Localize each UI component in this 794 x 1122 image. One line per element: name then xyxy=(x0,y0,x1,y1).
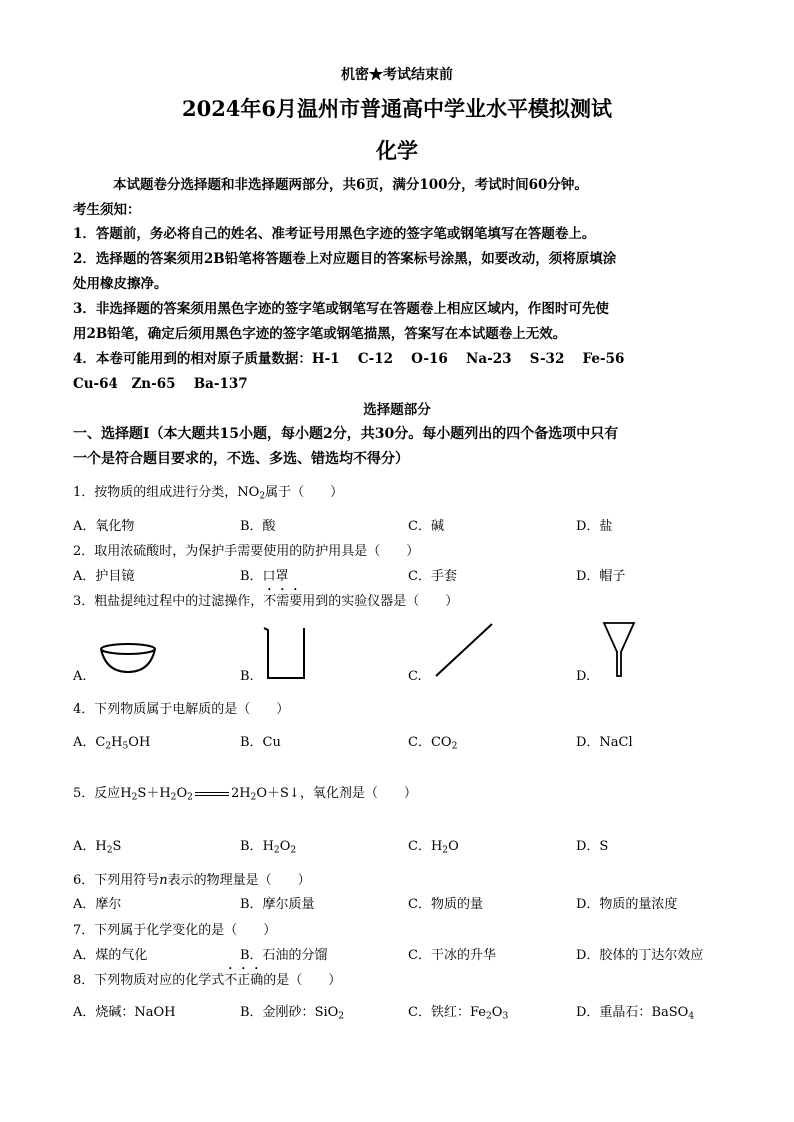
intro-text: 本试题卷分选择题和非选择题两部分，共6页，满分100分，考试时间60分钟。 xyxy=(113,177,588,193)
reaction-equation: $H_2S+H_2O_2$ $2H_2O+S↓$ xyxy=(120,786,300,803)
section-title: 选择题部分 xyxy=(363,402,431,418)
notice-2b: 处用橡皮擦净。 xyxy=(73,276,168,292)
q3-option-c[interactable]: C. xyxy=(408,669,422,684)
notice-heading: 考生须知： xyxy=(73,202,141,218)
formula-co2: $CO_2$ xyxy=(430,735,458,752)
q8-option-d[interactable]: D．重晶石：BaSO$_4$ xyxy=(576,1005,695,1022)
q7-option-c[interactable]: C．干冰的升华 xyxy=(408,948,496,963)
q6-option-d[interactable]: D．物质的量浓度 xyxy=(576,897,678,912)
q1-option-c[interactable]: C．碱 xyxy=(408,519,444,534)
q1-option-a[interactable]: A．氧化物 xyxy=(73,519,135,534)
q6-option-b[interactable]: B．摩尔质量 xyxy=(240,897,315,912)
formula-ethanol: $C_2H_5OH$ xyxy=(95,735,151,752)
q2-option-d[interactable]: D．帽子 xyxy=(576,569,626,584)
notice-3a: 3．非选择题的答案须用黑色字迹的签字笔或钢笔写在答题卷上相应区域内，作图时可先使 xyxy=(73,301,609,317)
q2-option-c[interactable]: C．手套 xyxy=(408,569,457,584)
q2-stem: 2．取用浓硫酸时，为保护手需要使用的防护用具是（ ） xyxy=(73,544,420,559)
q6-option-a[interactable]: A．摩尔 xyxy=(73,897,122,912)
notice-4a: 4．本卷可能用到的相对原子质量数据：H-1 C-12 O-16 Na-23 S-32 Fe-56 xyxy=(73,351,625,367)
q7-option-d[interactable]: D．胶体的丁达尔效应 xyxy=(576,948,704,963)
page-title: 2024年6月温州市普通高中学业水平模拟测试 xyxy=(181,96,613,121)
subject-title: 化学 xyxy=(376,138,418,163)
part1-heading-a: 一、选择题Ⅰ（本大题共15小题，每小题2分，共30分。每小题列出的四个备选项中只有 xyxy=(73,426,619,442)
q4-option-a[interactable]: A．$C_2H_5OH$ xyxy=(73,735,151,752)
emphasis-incorrect: 不正确 xyxy=(224,973,264,988)
q2-option-a[interactable]: A．护目镜 xyxy=(73,569,135,584)
part1-heading-b: 一个是符合题目要求的，不选、多选、错选均不得分） xyxy=(73,451,409,467)
secret-label: 机密★考试结束前 xyxy=(341,67,453,83)
q4-option-b[interactable]: B．Cu xyxy=(240,735,281,750)
q4-option-d[interactable]: D．NaCl xyxy=(576,735,633,750)
q8-option-a[interactable]: A．烧碱：NaOH xyxy=(73,1005,176,1020)
q7-option-a[interactable]: A．煤的气化 xyxy=(73,948,148,963)
q6-option-c[interactable]: C．物质的量 xyxy=(408,897,483,912)
q4-option-c[interactable]: C．$CO_2$ xyxy=(408,735,458,752)
q5-option-c[interactable]: C．$H_2O$ xyxy=(408,839,459,856)
q5-option-d[interactable]: D．S xyxy=(576,839,609,854)
glass-rod-icon xyxy=(432,620,496,680)
emphasis-not-needed: 不需要 xyxy=(263,594,303,609)
q5-option-a[interactable]: A．$H_2S$ xyxy=(73,839,122,856)
notice-3b: 用2B铅笔，确定后须用黑色字迹的签字笔或钢笔描黑，答案写在本试题卷上无效。 xyxy=(73,326,567,342)
q1-stem: 1．按物质的组成进行分类，$NO_2$属于（ ） xyxy=(73,485,344,502)
q8-option-b[interactable]: B．金刚砂：SiO$_2$ xyxy=(240,1005,345,1022)
notice-1: 1．答题前，务必将自己的姓名、准考证号用黑色字迹的签字笔或钢笔填写在答题卷上。 xyxy=(73,226,596,242)
q2-option-b[interactable]: B．口罩 xyxy=(240,569,289,584)
q7-option-b[interactable]: B．石油的分馏 xyxy=(240,948,328,963)
q8-stem: 8．下列物质对应的化学式不正确的是（ ） xyxy=(73,973,342,988)
q3-option-b[interactable]: B. xyxy=(240,669,254,684)
beaker-icon xyxy=(262,624,308,682)
q3-option-d[interactable]: D. xyxy=(576,669,591,684)
formula-no2: $NO_2$ xyxy=(237,485,266,502)
notice-2a: 2．选择题的答案须用2B铅笔将答题卷上对应题目的答案标号涂黑，如要改动，须将原填涂 xyxy=(73,251,617,267)
q6-stem: 6．下列用符号n表示的物理量是（ ） xyxy=(73,873,311,888)
q4-stem: 4．下列物质属于电解质的是（ ） xyxy=(73,702,290,717)
q1-option-b[interactable]: B．酸 xyxy=(240,519,276,534)
q3-stem: 3．粗盐提纯过程中的过滤操作，不需要用到的实验仪器是（ ） xyxy=(73,594,459,609)
q7-stem: 7．下列属于化学变化的是（ ） xyxy=(73,923,277,938)
funnel-icon xyxy=(601,620,637,680)
q5-option-b[interactable]: B．$H_2O_2$ xyxy=(240,839,297,856)
q5-stem: 5．反应$H_2S+H_2O_2$ $2H_2O+S↓$，氧化剂是（ ） xyxy=(73,786,417,803)
q1-option-d[interactable]: D．盐 xyxy=(576,519,613,534)
evaporating-dish-icon xyxy=(98,640,160,676)
q3-option-a[interactable]: A. xyxy=(73,669,87,684)
notice-4b: Cu-64 Zn-65 Ba-137 xyxy=(73,376,248,392)
q8-option-c[interactable]: C．铁红：$Fe_2O_3$ xyxy=(408,1005,509,1022)
